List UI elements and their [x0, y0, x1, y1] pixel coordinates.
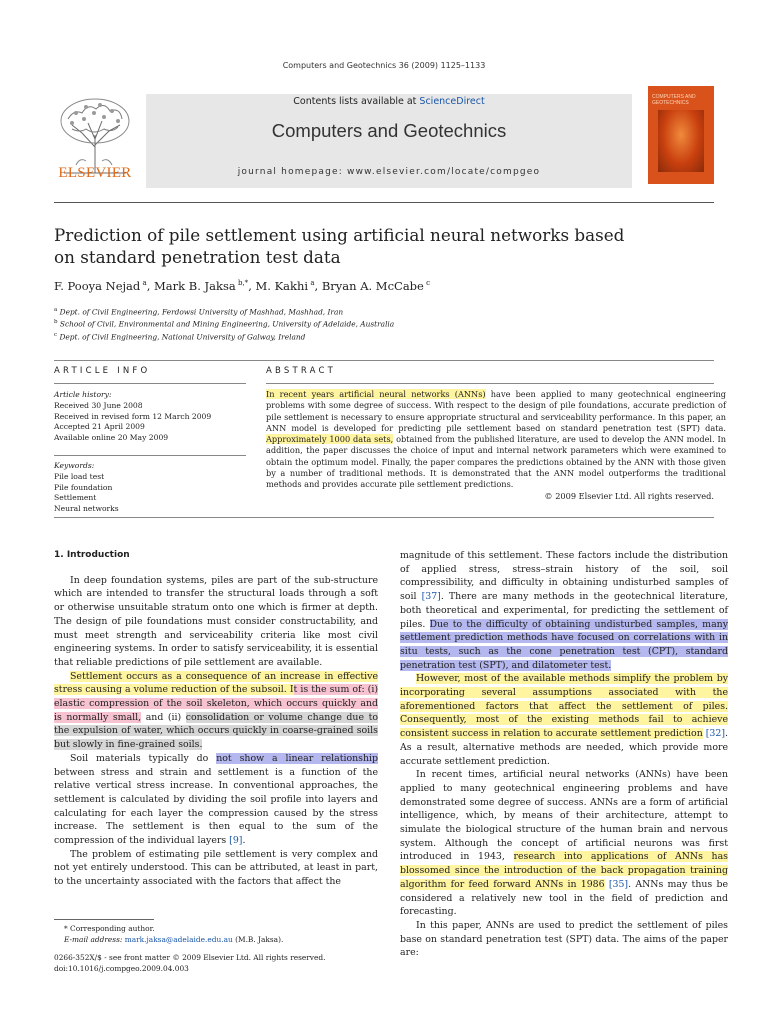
keyword: Pile load test: [54, 471, 105, 481]
info-divider: [54, 360, 714, 361]
author-affil-mark: c: [426, 279, 431, 288]
author-affil-mark: a: [310, 279, 315, 288]
highlight-gray[interactable]: consolidation or volume change due to the expulsion of water, which occurs quickly in coarse-grained soils but slowly in fine-grained soils.: [54, 711, 378, 751]
history-label: Article history:: [54, 390, 112, 399]
keyword: Pile foundation: [54, 482, 113, 492]
affiliations: [54, 305, 714, 342]
email-line: E-mail address: mark.jaksa@adelaide.edu.au (M.B. Jaksa).: [64, 935, 284, 944]
author-name[interactable]: Mark B. Jaksa: [154, 279, 236, 293]
citation-link[interactable]: [35]: [608, 878, 629, 890]
journal-name: Computers and Geotechnics: [271, 120, 507, 141]
paragraph: Soil materials typically do not show a linear relationship between stress and strain and settlement is a function of the relative vertical stress increase. In conventional approaches, the settlement is calculated by dividing the soil profile into layers and calculating for each layer the compression caused by the stress increase. The settlement is then equal to the sum of the compression of the individual layers [9].: [54, 752, 379, 847]
highlight-blue[interactable]: not show a linear relationship: [216, 752, 379, 764]
body-column-left: [54, 549, 378, 889]
article-info-heading: ARTICLE INFO: [54, 366, 151, 376]
author-affil-mark: b,*: [237, 279, 249, 288]
title-line-2: on standard penetration test data: [54, 247, 341, 267]
highlight-pink[interactable]: t is the sum of: (i) elastic compression of the soil skeleton, which occurs quickly and is normally small,: [54, 684, 378, 723]
history-item: Received 30 June 2008: [54, 400, 143, 410]
keyword: Settlement: [54, 493, 97, 503]
abstract-text: In recent years artificial neural networks (ANNs) have been applied to many geotechnical engineering problems with some degree of success. With respect to the design of pile foundations, accurate prediction of pile settlement is necessary to ensure appropriate structural and serviceability performance. In this paper, an ANN model is developed for predicting pile settlement based on standard penetration test (SPT) data. Approximately 1000 data sets, obtained from the published literature, are used to develop the ANN model. In addition, the paper discusses the choice of input and internal network parameters which were examined to obtain the optimum model. Finally, the paper compares the predictions obtained by the ANN with those given by a number of traditional methods. It is demonstrated that the ANN model outperforms the traditional methods and provides accurate pile settlement predictions. © 2009 Elsevier Ltd. All rights reserved.: [266, 389, 726, 501]
contents-line: [146, 96, 632, 107]
keywords-label: Keywords:: [54, 461, 95, 470]
journal-cover-thumbnail[interactable]: [648, 86, 714, 184]
history-item: Available online 20 May 2009: [54, 433, 169, 443]
footnote: [54, 923, 384, 945]
highlight-yellow[interactable]: Settlement occurs as a consequence of an increase in effective stress causing a volume reduction of the subsoil. I: [54, 670, 378, 696]
paragraph: The problem of estimating pile settlement is very complex and not yet entirely understood. This can be attributed, at least in part, to the uncertainty associated with the factors that affect the: [54, 848, 378, 888]
paragraph: Settlement occurs as a consequence of an increase in effective stress causing a volume reduction of the subsoil. It is the sum of: (i) elastic compression of the soil skeleton, which occurs quickly and is normally small, and (ii) consolidation or volume change due to the expulsion of water, which occurs quickly in coarse-grained soils but slowly in fine-grained soils.: [54, 670, 378, 751]
author-affil-mark: a: [142, 279, 147, 288]
keyword: Neural networks: [54, 504, 119, 514]
title-line-1: Prediction of pile settlement using artificial neural networks based: [54, 225, 625, 245]
body-column-right: [400, 549, 728, 960]
highlight-yellow[interactable]: In recent years artificial neural networks (ANNs): [266, 389, 486, 399]
history-item: Accepted 21 April 2009: [54, 422, 145, 432]
email-link[interactable]: mark.jaksa@adelaide.edu.au: [124, 935, 233, 944]
section-heading: 1. Introduction: [54, 550, 130, 560]
affiliation: $^b$ School of Civil, Environmental and Mining Engineering, University of Adelaide, Australia: [54, 319, 395, 329]
paragraph: In deep foundation systems, piles are part of the sub-structure which are intended to transfer the structural loads through a soft or otherwise unsuitable stratum onto one which is firmer at depth. The design of pile foundations must consider constructability, and must meet strength and serviceability criteria like most civil engineering systems. In order to satisfy serviceability, it is essential that reliable predictions of pile settlement are available.: [54, 574, 378, 668]
citation-link[interactable]: [37]: [421, 591, 441, 603]
highlight-yellow[interactable]: research into applications of ANNs has blossomed since the introduction of the back propagation training algorithm for feed forward ANNs in 1986: [400, 851, 728, 890]
footnote-divider: [54, 919, 154, 920]
cover-artwork: [658, 110, 704, 172]
highlight-blue[interactable]: Due to the difficulty of obtaining undisturbed samples, many settlement prediction methods have focused on correlations with in situ tests, such as the cone penetration test (CPT), standard penetration test (SPT), and dilatometer test.: [400, 618, 728, 671]
publication-info: [54, 952, 384, 974]
author-name[interactable]: M. Kakhi: [255, 279, 309, 293]
author-list: F. Pooya Nejad $^a$, Mark B. Jaksa $^{b,*}$, M. Kakhi $^a$, Bryan A. McCabe $^c$: [54, 279, 431, 293]
cover-title: COMPUTERS AND GEOTECHNICS: [652, 94, 696, 106]
info-rule: [54, 383, 246, 384]
paragraph: magnitude of this settlement. These factors include the distribution of applied stress, stress–strain history of the soil, soil compressibility, and difficulty in obtaining undisturbed samples of soil [37]. There are many methods in the geotechnical literature, both theoretical and experimental, for predicting the settlement of piles. Due to the difficulty of obtaining undisturbed samples, many settlement prediction methods have focused on correlations with in situ tests, such as the cone penetration test (CPT), standard penetration test (SPT), and dilatometer test.: [400, 550, 728, 671]
highlight-yellow[interactable]: Approximately 1000 data sets,: [266, 434, 394, 445]
article-history: [54, 390, 249, 444]
author-name[interactable]: F. Pooya Nejad: [54, 279, 141, 293]
paragraph: In recent times, artificial neural networks (ANNs) have been applied to many geotechnical engineering problems and have demonstrated some degree of success. ANNs are a form of artificial intelligence, which, by means of their architecture, attempt to simulate the biological structure of the human brain and nervous system. Although the concept of artificial neurons was first introduced in 1943, research into applications of ANNs has blossomed since the introduction of the back propagation training algorithm for feed forward ANNs in 1986 [35]. ANNs may thus be considered a relatively new tool in the field of prediction and forecasting.: [400, 769, 729, 918]
info-rule: [54, 455, 246, 456]
paragraph: In this paper, ANNs are used to predict the settlement of piles base on standard penetration test (SPT) data. The aims of the paper are:: [400, 919, 728, 959]
keywords: [54, 461, 249, 515]
doi-line[interactable]: doi:10.1016/j.compgeo.2009.04.003: [54, 964, 189, 973]
abstract-rule: [266, 383, 714, 384]
abstract-heading: ABSTRACT: [266, 366, 337, 376]
contents-prefix: Contents lists available at: [293, 96, 420, 107]
issn-line: 0266-352X/$ - see front matter © 2009 Elsevier Ltd. All rights reserved.: [54, 953, 326, 962]
author-name[interactable]: Bryan A. McCabe: [321, 279, 424, 293]
history-item: Received in revised form 12 March 2009: [54, 411, 212, 421]
paragraph: However, most of the available methods simplify the problem by incorporating several assumptions associated with the aforementioned factors that affect the settlement of piles. Consequently, most of the existing methods fail to achieve consistent success in relation to accurate settlement prediction [32]. As a result, alternative methods are needed, which provide more accurate settlement prediction.: [400, 673, 728, 767]
highlight-yellow[interactable]: However, most of the available methods simplify the problem by incorporating several assumptions associated with the aforementioned factors that affect the settlement of piles. Consequently, most of the existing methods fail to achieve consistent success in relation to accurate settlement prediction: [400, 673, 728, 740]
affiliation: $^c$ Dept. of Civil Engineering, National University of Galway, Ireland: [54, 331, 306, 342]
publisher-wordmark[interactable]: ELSEVIER: [58, 165, 132, 181]
citation-link[interactable]: [32]: [705, 728, 726, 740]
sciencedirect-link[interactable]: ScienceDirect: [419, 96, 485, 107]
copyright: © 2009 Elsevier Ltd. All rights reserved.: [544, 490, 714, 501]
corresponding-author-note: * Corresponding author.: [64, 924, 155, 933]
affiliation: $^a$ Dept. of Civil Engineering, Ferdowsi University of Mashhad, Mashhad, Iran: [54, 307, 344, 317]
header-divider: [54, 202, 714, 203]
journal-homepage[interactable]: journal homepage: www.elsevier.com/locate/compgeo: [237, 167, 541, 177]
info-bottom-rule: [54, 517, 714, 518]
article-title: [54, 224, 674, 268]
running-head: Computers and Geotechnics 36 (2009) 1125–1133: [282, 61, 486, 70]
citation-link[interactable]: [9]: [229, 835, 243, 847]
